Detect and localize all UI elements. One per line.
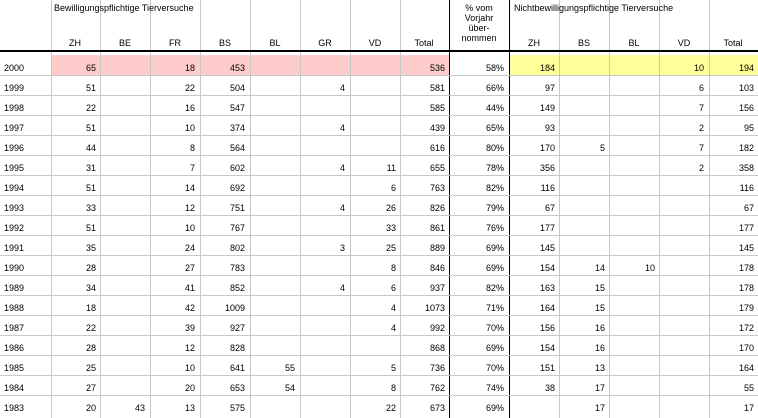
table-cell: 51 — [85, 223, 96, 233]
table-cell: 992 — [429, 323, 445, 333]
row-divider — [0, 315, 758, 316]
table-cell: 653 — [229, 383, 245, 393]
column-header: VD — [368, 38, 382, 48]
table-cell: 44 — [85, 143, 96, 153]
table-cell: 927 — [229, 323, 245, 333]
column-header: GR — [318, 38, 332, 48]
table-cell: 184 — [539, 63, 555, 73]
row-year: 1999 — [4, 83, 25, 93]
table-cell: 10 — [184, 363, 195, 373]
table-cell: 38 — [544, 383, 555, 393]
row-year: 1985 — [4, 363, 25, 373]
row-divider — [0, 255, 758, 256]
table-cell: 82% — [485, 283, 504, 293]
row-divider — [0, 135, 758, 136]
table-cell: 43 — [134, 403, 145, 413]
pct-header-line: % vom — [465, 3, 493, 13]
table-cell: 65% — [485, 123, 504, 133]
table-cell: 69% — [485, 343, 504, 353]
table-cell: 156 — [539, 323, 555, 333]
table-cell: 6 — [390, 183, 396, 193]
table-cell: 13 — [184, 403, 195, 413]
pct-previous-year-header — [449, 3, 509, 43]
table-cell: 170 — [539, 143, 555, 153]
table-cell: 82% — [485, 183, 504, 193]
table-cell: 602 — [229, 163, 245, 173]
table-cell: 194 — [738, 63, 754, 73]
row-year: 1988 — [4, 303, 25, 313]
table-cell: 25 — [385, 243, 396, 253]
table-cell: 6 — [390, 283, 396, 293]
table-cell: 692 — [229, 183, 245, 193]
table-cell: 27 — [184, 263, 195, 273]
row-divider — [0, 375, 758, 376]
table-cell: 151 — [539, 363, 555, 373]
table-cell: 103 — [738, 83, 754, 93]
table-cell: 4 — [339, 123, 345, 133]
table-cell: 585 — [429, 103, 445, 113]
table-cell: 156 — [738, 103, 754, 113]
row-year: 1996 — [4, 143, 25, 153]
table-cell: 1073 — [424, 303, 445, 313]
table-cell: 17 — [594, 403, 605, 413]
table-cell: 15 — [594, 303, 605, 313]
table-cell: 33 — [85, 203, 96, 213]
table-cell: 7 — [189, 163, 195, 173]
table-cell: 868 — [429, 343, 445, 353]
table-cell: 178 — [738, 283, 754, 293]
table-cell: 22 — [184, 83, 195, 93]
table-cell: 34 — [85, 283, 96, 293]
table-cell: 22 — [85, 103, 96, 113]
table-cell: 149 — [539, 103, 555, 113]
row-year: 1992 — [4, 223, 25, 233]
table-cell: 802 — [229, 243, 245, 253]
row-divider — [0, 235, 758, 236]
table-cell: 80% — [485, 143, 504, 153]
table-cell: 453 — [229, 63, 245, 73]
table-cell: 44% — [485, 103, 504, 113]
table-cell: 69% — [485, 403, 504, 413]
table-cell: 22 — [85, 323, 96, 333]
column-header: BL — [628, 38, 640, 48]
table-cell: 14 — [184, 183, 195, 193]
table-cell: 12 — [184, 343, 195, 353]
table-cell: 374 — [229, 123, 245, 133]
table-cell: 763 — [429, 183, 445, 193]
table-cell: 536 — [429, 63, 445, 73]
row-year: 2000 — [4, 63, 25, 73]
table-cell: 12 — [184, 203, 195, 213]
table-cell: 852 — [229, 283, 245, 293]
table-cell: 172 — [738, 323, 754, 333]
table-cell: 861 — [429, 223, 445, 233]
table-cell: 641 — [229, 363, 245, 373]
table-cell: 145 — [539, 243, 555, 253]
column-header: ZH — [528, 38, 540, 48]
group-title-bewilligungspflichtig: Bewilligungspflichtige Tierversuche — [54, 3, 194, 13]
column-header: FR — [169, 38, 181, 48]
row-divider — [0, 355, 758, 356]
table-cell: 28 — [85, 343, 96, 353]
table-cell: 564 — [229, 143, 245, 153]
table-cell: 4 — [390, 323, 396, 333]
table-cell: 5 — [599, 143, 605, 153]
column-header: Total — [723, 38, 743, 48]
table-cell: 42 — [184, 303, 195, 313]
table-cell: 762 — [429, 383, 445, 393]
table-cell: 10 — [184, 123, 195, 133]
table-cell: 6 — [698, 83, 704, 93]
table-cell: 889 — [429, 243, 445, 253]
column-header: ZH — [69, 38, 81, 48]
table-cell: 95 — [743, 123, 754, 133]
table-cell: 51 — [85, 183, 96, 193]
row-divider — [0, 215, 758, 216]
table-cell: 55 — [284, 363, 295, 373]
table-cell: 736 — [429, 363, 445, 373]
table-cell: 4 — [390, 303, 396, 313]
table-cell: 154 — [539, 343, 555, 353]
table-cell: 178 — [738, 263, 754, 273]
table-cell: 937 — [429, 283, 445, 293]
row-divider — [0, 75, 758, 76]
table-cell: 145 — [738, 243, 754, 253]
row-year: 1998 — [4, 103, 25, 113]
table-cell: 16 — [184, 103, 195, 113]
row-divider — [0, 275, 758, 276]
table-cell: 39 — [184, 323, 195, 333]
table-cell: 10 — [644, 263, 655, 273]
table-cell: 164 — [738, 363, 754, 373]
table-cell: 22 — [385, 403, 396, 413]
table-cell: 10 — [184, 223, 195, 233]
table-cell: 11 — [386, 163, 396, 173]
table-cell: 846 — [429, 263, 445, 273]
table-cell: 439 — [429, 123, 445, 133]
table-cell: 356 — [539, 163, 555, 173]
table-cell: 8 — [390, 383, 396, 393]
row-divider — [0, 115, 758, 116]
row-year: 1995 — [4, 163, 25, 173]
table-cell: 17 — [743, 403, 754, 413]
table-cell: 74% — [485, 383, 504, 393]
table-cell: 179 — [738, 303, 754, 313]
header-separator — [0, 50, 758, 52]
table-cell: 826 — [429, 203, 445, 213]
table-cell: 67 — [544, 203, 555, 213]
row-year: 1990 — [4, 263, 25, 273]
table-cell: 4 — [339, 283, 345, 293]
table-cell: 504 — [229, 83, 245, 93]
table-cell: 18 — [85, 303, 96, 313]
table-cell: 767 — [229, 223, 245, 233]
row-year: 1984 — [4, 383, 25, 393]
row-divider — [0, 335, 758, 336]
pct-header-line: nommen — [461, 33, 497, 43]
table-cell: 116 — [540, 183, 555, 193]
table-cell: 35 — [85, 243, 96, 253]
table-cell: 58% — [485, 63, 504, 73]
table-cell: 655 — [429, 163, 445, 173]
table-cell: 70% — [485, 363, 504, 373]
table-cell: 18 — [184, 63, 195, 73]
pct-header-line: Vorjahr — [464, 13, 494, 23]
table-cell: 24 — [184, 243, 195, 253]
table-cell: 31 — [85, 163, 96, 173]
table-cell: 5 — [390, 363, 396, 373]
row-divider — [0, 175, 758, 176]
table-cell: 4 — [339, 203, 345, 213]
column-header: BS — [577, 38, 590, 48]
table-cell: 65 — [85, 63, 96, 73]
table-cell: 581 — [429, 83, 445, 93]
table-cell: 547 — [229, 103, 245, 113]
table-cell: 20 — [85, 403, 96, 413]
column-header: VD — [677, 38, 691, 48]
table-cell: 51 — [85, 123, 96, 133]
column-header: Total — [414, 38, 434, 48]
table-cell: 828 — [229, 343, 245, 353]
table-cell: 16 — [594, 323, 605, 333]
row-divider — [0, 395, 758, 396]
table-cell: 2 — [698, 163, 704, 173]
table-cell: 16 — [594, 343, 605, 353]
table-cell: 2 — [698, 123, 704, 133]
table-cell: 79% — [485, 203, 504, 213]
table-cell: 66% — [485, 83, 504, 93]
pct-header-line: über- — [468, 23, 490, 33]
table-cell: 33 — [385, 223, 396, 233]
table-cell: 154 — [539, 263, 555, 273]
row-year: 1993 — [4, 203, 25, 213]
table-cell: 78% — [485, 163, 504, 173]
table-cell: 783 — [229, 263, 245, 273]
table-cell: 41 — [184, 283, 195, 293]
row-divider — [0, 95, 758, 96]
table-cell: 26 — [385, 203, 396, 213]
group-title-nichtbewilligungspflichtig: Nichtbewilligungspflichtige Tierversuche — [514, 3, 674, 13]
row-divider — [0, 155, 758, 156]
table-cell: 20 — [184, 383, 195, 393]
table-cell: 15 — [594, 283, 605, 293]
table-cell: 182 — [738, 143, 754, 153]
table-cell: 170 — [738, 343, 754, 353]
table-cell: 164 — [539, 303, 555, 313]
table-cell: 116 — [739, 183, 754, 193]
table-cell: 7 — [698, 103, 704, 113]
table-cell: 17 — [594, 383, 605, 393]
table-cell: 28 — [85, 263, 96, 273]
table-cell: 69% — [485, 263, 504, 273]
column-header: BL — [269, 38, 281, 48]
table-cell: 51 — [85, 83, 96, 93]
table-cell: 3 — [339, 243, 345, 253]
table-cell: 673 — [429, 403, 445, 413]
table-cell: 4 — [339, 83, 345, 93]
table-cell: 27 — [85, 383, 96, 393]
table-cell: 177 — [738, 223, 754, 233]
table-cell: 751 — [229, 203, 245, 213]
table-cell: 10 — [693, 63, 704, 73]
table-cell: 8 — [390, 263, 396, 273]
table-cell: 7 — [698, 143, 704, 153]
column-header: BS — [218, 38, 231, 48]
table-cell: 97 — [544, 83, 555, 93]
table-cell: 76% — [485, 223, 504, 233]
row-year: 1994 — [4, 183, 25, 193]
row-year: 1997 — [4, 123, 25, 133]
table-cell: 25 — [85, 363, 96, 373]
table-cell: 358 — [738, 163, 754, 173]
table-cell: 67 — [743, 203, 754, 213]
table-cell: 93 — [544, 123, 555, 133]
row-year: 1987 — [4, 323, 25, 333]
table-cell: 616 — [429, 143, 445, 153]
table-cell: 1009 — [224, 303, 245, 313]
table-cell: 70% — [485, 323, 504, 333]
table-cell: 69% — [485, 243, 504, 253]
row-year: 1983 — [4, 403, 25, 413]
row-divider — [0, 295, 758, 296]
table-cell: 4 — [339, 163, 345, 173]
row-year: 1991 — [4, 243, 25, 253]
row-year: 1986 — [4, 343, 25, 353]
table-cell: 71% — [485, 303, 504, 313]
table-cell: 177 — [539, 223, 555, 233]
table-cell: 575 — [229, 403, 245, 413]
table-cell: 13 — [594, 363, 605, 373]
row-year: 1989 — [4, 283, 25, 293]
table-cell: 8 — [189, 143, 195, 153]
row-divider — [0, 195, 758, 196]
table-cell: 14 — [594, 263, 605, 273]
table-cell: 55 — [743, 383, 754, 393]
table-cell: 163 — [539, 283, 555, 293]
table-cell: 54 — [284, 383, 295, 393]
column-header: BE — [118, 38, 131, 48]
